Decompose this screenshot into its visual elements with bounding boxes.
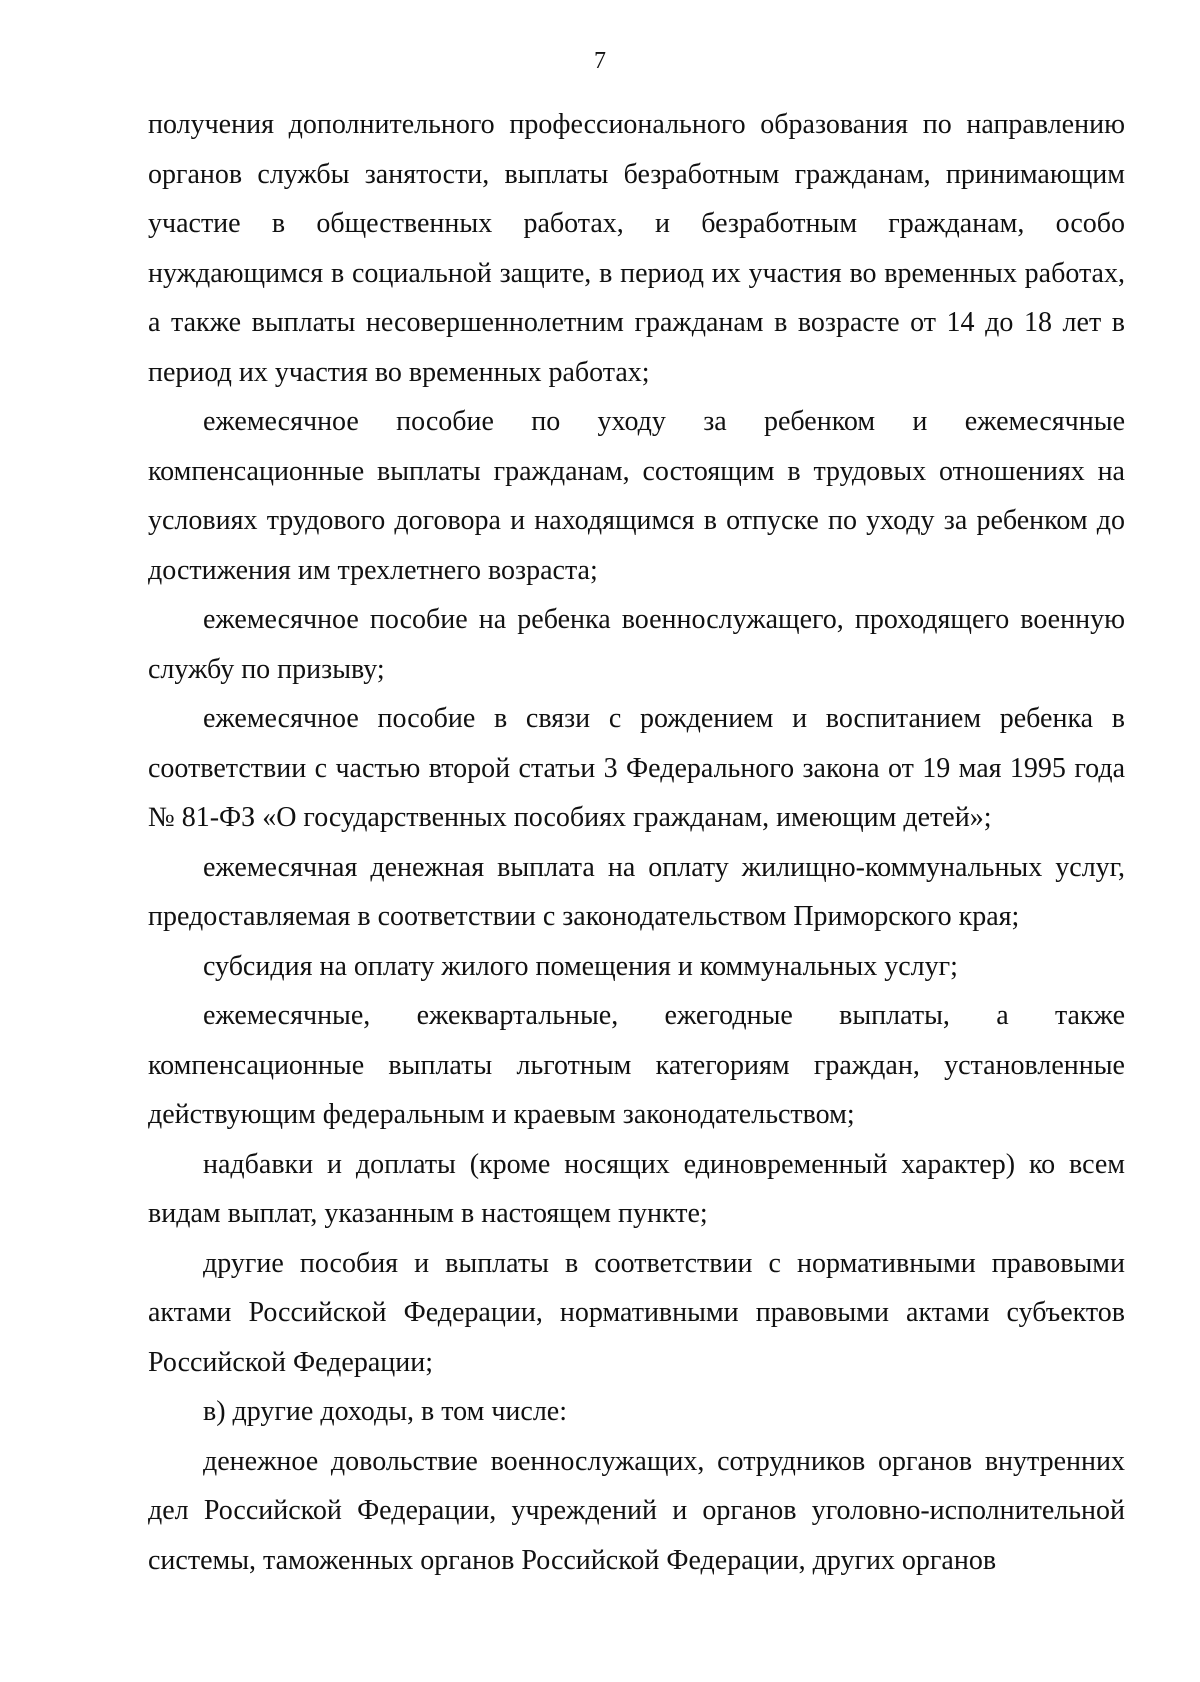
page-number: 7 (594, 48, 606, 74)
paragraph-continuation: получения дополнительного профессионального образования по направлению органов службы занятости, выплаты безработным гражданам, принимающим участие в общественных работах, и безработным гражданам, особо нуждающимся в социальной защите, в период их участия во временных работах, а также выплаты несовершеннолетним гражданам в возрасте от 14 до 18 лет в период их участия во временных работах; (148, 109, 1125, 388)
paragraph-housing-utilities-payment: ежемесячная денежная выплата на оплату жилищно-коммунальных услуг, предоставляемая в соответствии с законодательством Приморского края; (148, 851, 1125, 932)
paragraph-supplements: надбавки и доплаты (кроме носящих единовременный характер) ко всем видам выплат, указанным в настоящем пункте; (148, 1148, 1125, 1229)
document-body (148, 100, 1125, 1585)
paragraph-other-allowances: другие пособия и выплаты в соответствии с нормативными правовыми актами Российской Федерации, нормативными правовыми актами субъектов Российской Федерации; (148, 1247, 1125, 1378)
paragraph-other-income-heading: в) другие доходы, в том числе: (203, 1396, 567, 1427)
paragraph-periodic-payments: ежемесячные, ежеквартальные, ежегодные выплаты, а также компенсационные выплаты льготным категориям граждан, установленные действующим федеральным и краевым законодательством; (148, 1000, 1125, 1130)
paragraph-housing-subsidy: субсидия на оплату жилого помещения и коммунальных услуг; (203, 950, 958, 982)
paragraph-conscript-child-allowance: ежемесячное пособие на ребенка военнослужащего, проходящего военную службу по призыву; (148, 604, 1125, 685)
paragraph-military-pay: денежное довольствие военнослужащих, сотрудников органов внутренних дел Российской Федерации, учреждений и органов уголовно-исполнительной системы, таможенных органов Российской Федерации, других органов (148, 1445, 1125, 1576)
paragraph-monthly-child-allowance: ежемесячное пособие в связи с рождением и воспитанием ребенка в соответствии с частью второй статьи 3 Федерального закона от 19 мая 1995 года № 81-ФЗ «О государственных пособиях гражданам, имеющим детей»; (148, 703, 1125, 833)
paragraph-child-care-allowance: ежемесячное пособие по уходу за ребенком и ежемесячные компенсационные выплаты гражданам, состоящим в трудовых отношениях на условиях трудового договора и находящимся в отпуске по уходу за ребенком до достижения им трехлетнего возраста; (148, 406, 1125, 586)
